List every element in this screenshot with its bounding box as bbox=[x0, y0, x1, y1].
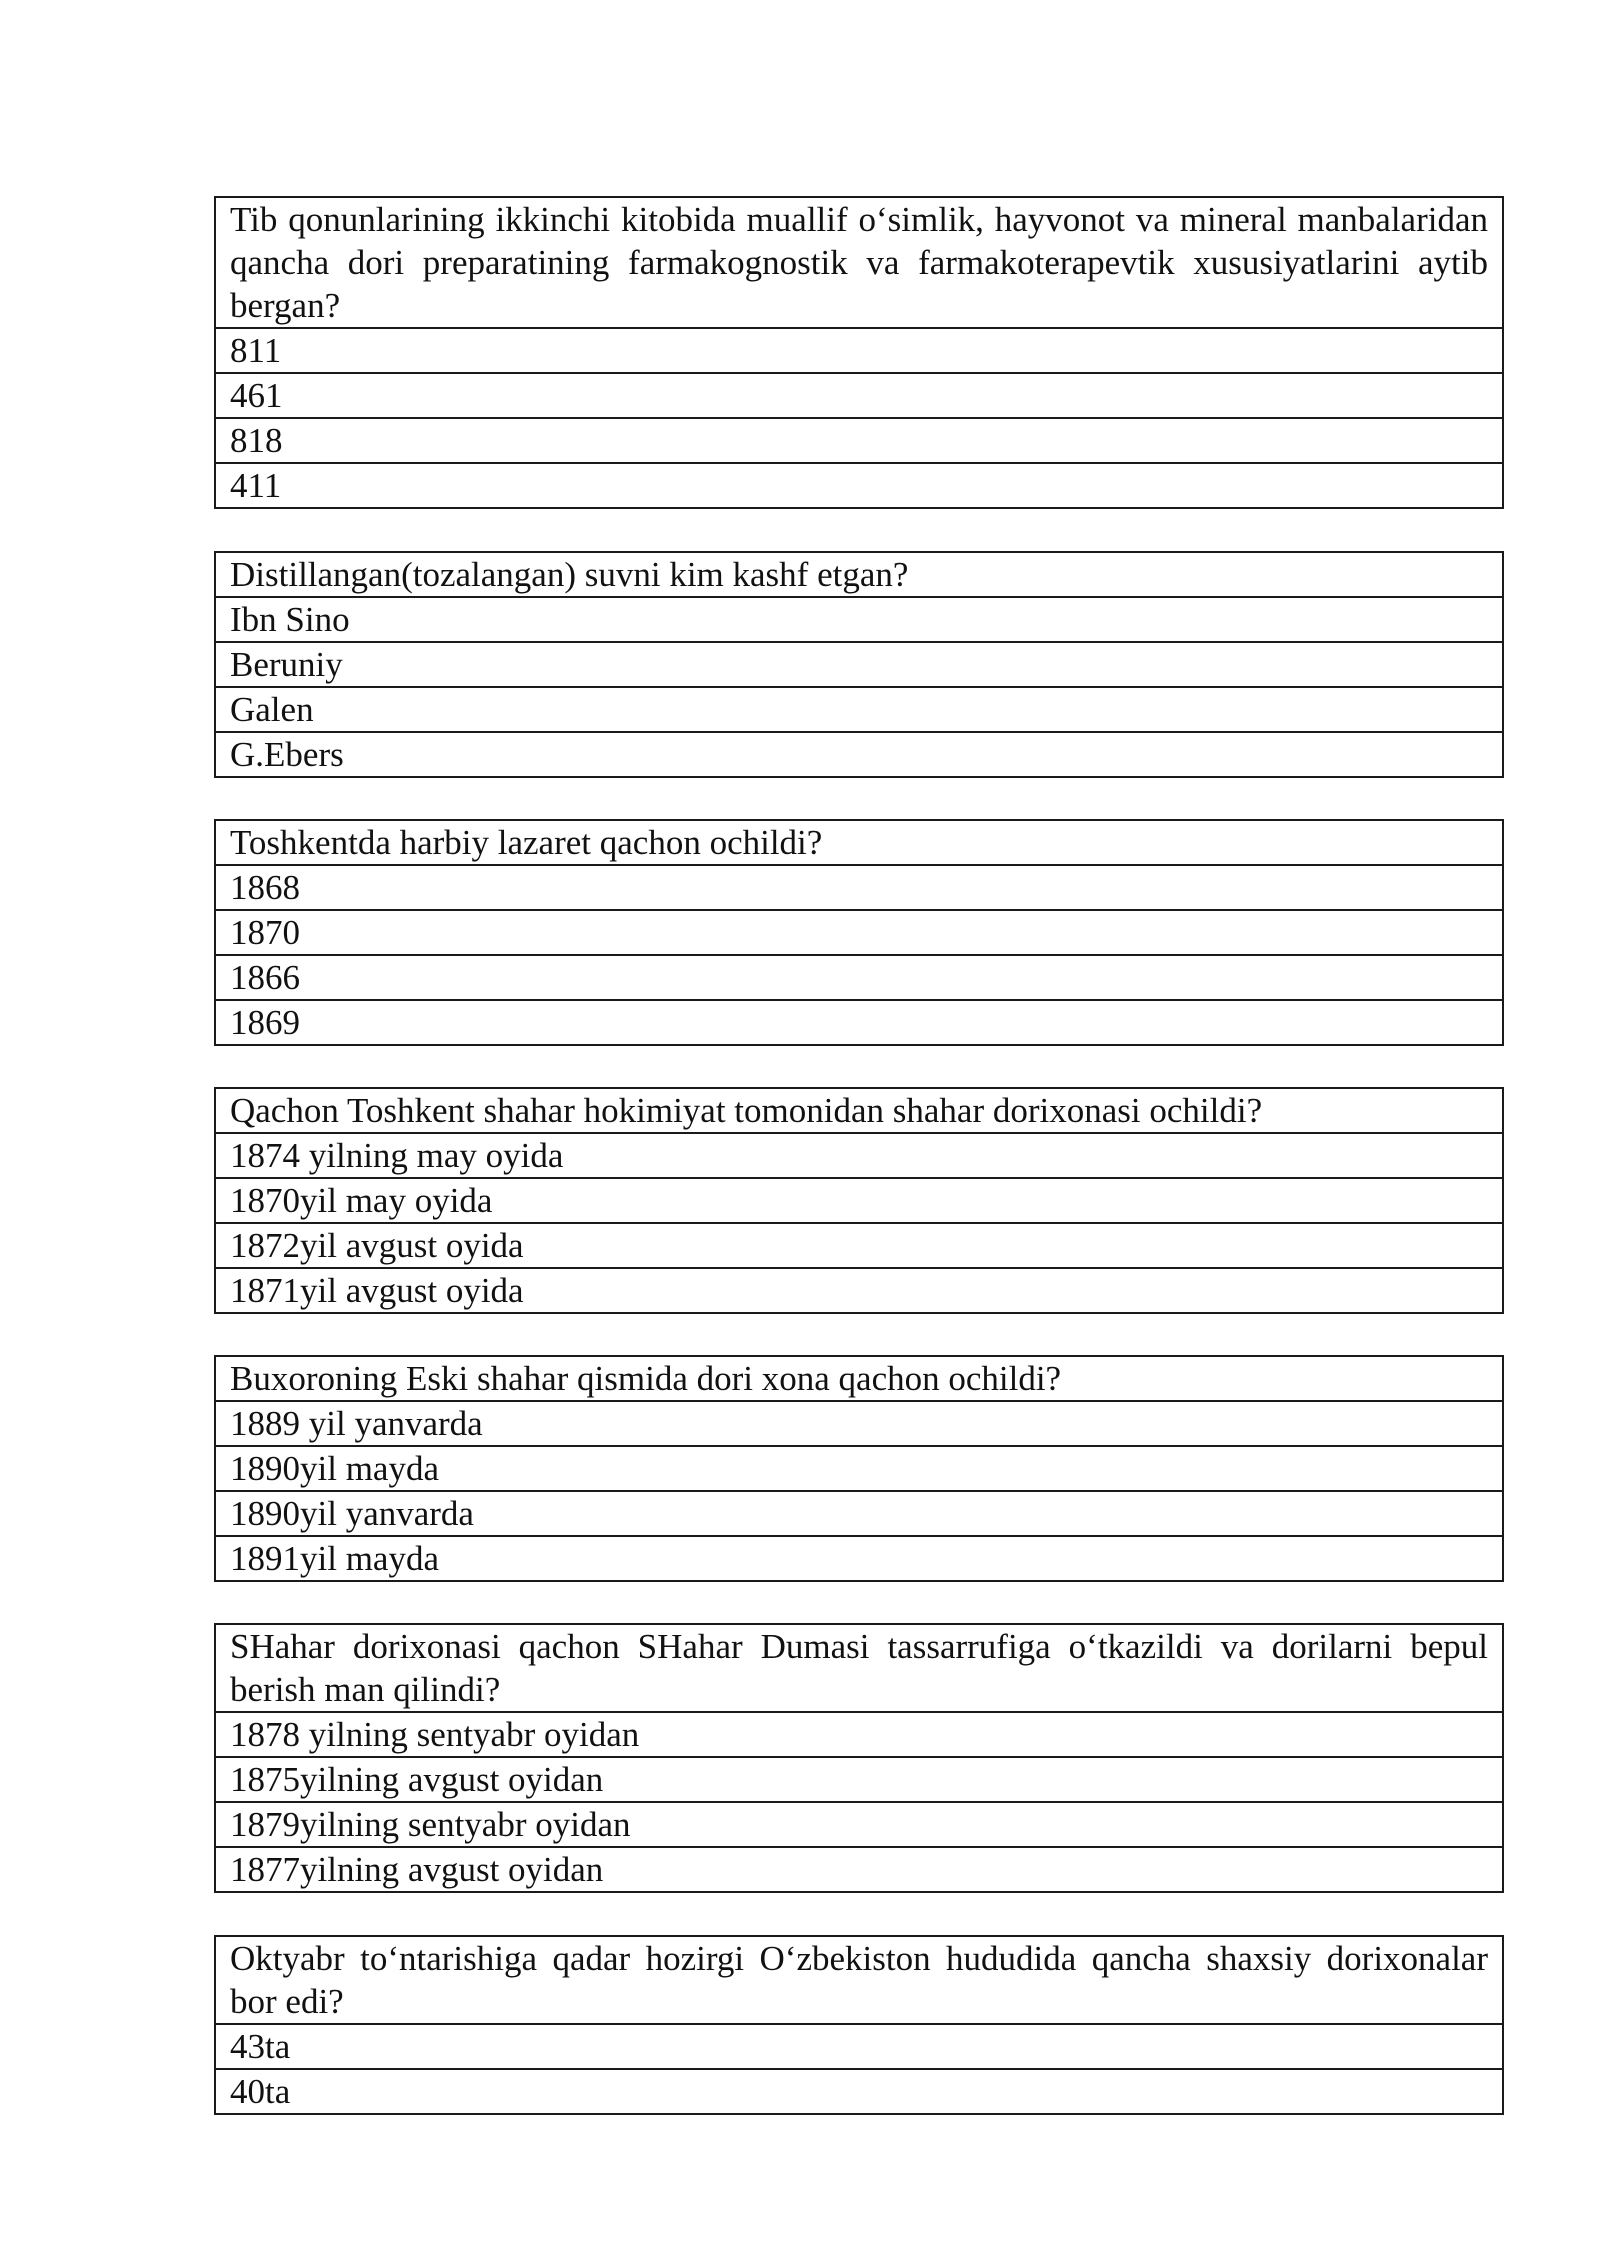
question-text: Buxoroning Eski shahar qismida dori xona qachon ochildi? bbox=[215, 1356, 1503, 1401]
answer-row bbox=[215, 1446, 1503, 1491]
answer-row bbox=[215, 597, 1503, 642]
answer-option: 1874 yilning may oyida bbox=[215, 1133, 1503, 1178]
question-row bbox=[215, 552, 1503, 597]
answer-row bbox=[215, 463, 1503, 508]
answer-option: 811 bbox=[215, 328, 1503, 373]
question-row bbox=[215, 1936, 1503, 2024]
answer-option: 1889 yil yanvarda bbox=[215, 1401, 1503, 1446]
answer-row bbox=[215, 1223, 1503, 1268]
answer-option: Galen bbox=[215, 687, 1503, 732]
answer-option: 40ta bbox=[215, 2069, 1503, 2114]
question-table-7 bbox=[214, 1935, 1504, 2115]
question-text: Tib qonunlarining ikkinchi kitobida muallif o‘simlik, hayvonot va mineral manbalaridan qancha dori preparatining farmakognostik va farmakoterapevtik xususiyatlarini aytib bergan? bbox=[215, 197, 1503, 328]
answer-option: G.Ebers bbox=[215, 732, 1503, 777]
answer-row bbox=[215, 1757, 1503, 1802]
answer-option: 43ta bbox=[215, 2024, 1503, 2069]
answer-option: 1879yilning sentyabr oyidan bbox=[215, 1802, 1503, 1847]
answer-option: 1866 bbox=[215, 955, 1503, 1000]
answer-row bbox=[215, 955, 1503, 1000]
answer-option: 1891yil mayda bbox=[215, 1536, 1503, 1581]
question-table-3 bbox=[214, 819, 1504, 1046]
answer-option: 1875yilning avgust oyidan bbox=[215, 1757, 1503, 1802]
answer-option: 1871yil avgust oyida bbox=[215, 1268, 1503, 1313]
answer-option: Beruniy bbox=[215, 642, 1503, 687]
answer-option: 818 bbox=[215, 418, 1503, 463]
answer-row bbox=[215, 418, 1503, 463]
answer-option: 1869 bbox=[215, 1000, 1503, 1045]
answer-row bbox=[215, 910, 1503, 955]
question-table-5 bbox=[214, 1355, 1504, 1582]
question-table-1 bbox=[214, 196, 1504, 509]
answer-row bbox=[215, 732, 1503, 777]
answer-option: 1868 bbox=[215, 865, 1503, 910]
answer-row bbox=[215, 2069, 1503, 2114]
question-row bbox=[215, 1088, 1503, 1133]
answer-row bbox=[215, 1712, 1503, 1757]
answer-row bbox=[215, 1802, 1503, 1847]
question-table-2 bbox=[214, 551, 1504, 778]
question-text: Toshkentda harbiy lazaret qachon ochildi? bbox=[215, 820, 1503, 865]
question-text: SHahar dorixonasi qachon SHahar Dumasi tassarrufiga o‘tkazildi va dorilarni bepul berish man qilindi? bbox=[215, 1624, 1503, 1712]
answer-option: 1890yil mayda bbox=[215, 1446, 1503, 1491]
question-row bbox=[215, 1624, 1503, 1712]
answer-option: 1890yil yanvarda bbox=[215, 1491, 1503, 1536]
answer-row bbox=[215, 1000, 1503, 1045]
question-table-6 bbox=[214, 1623, 1504, 1893]
answer-option: 1870 bbox=[215, 910, 1503, 955]
answer-option: 1877yilning avgust oyidan bbox=[215, 1847, 1503, 1892]
question-text: Oktyabr to‘ntarishiga qadar hozirgi O‘zbekiston hududida qancha shaxsiy dorixonalar bor edi? bbox=[215, 1936, 1503, 2024]
question-table-4 bbox=[214, 1087, 1504, 1314]
answer-option: 461 bbox=[215, 373, 1503, 418]
answer-row bbox=[215, 642, 1503, 687]
answer-option: 1878 yilning sentyabr oyidan bbox=[215, 1712, 1503, 1757]
answer-row bbox=[215, 373, 1503, 418]
answer-option: Ibn Sino bbox=[215, 597, 1503, 642]
answer-option: 411 bbox=[215, 463, 1503, 508]
answer-row bbox=[215, 1401, 1503, 1446]
answer-row bbox=[215, 1491, 1503, 1536]
answer-row bbox=[215, 1268, 1503, 1313]
answer-row bbox=[215, 2024, 1503, 2069]
answer-row bbox=[215, 1847, 1503, 1892]
answer-row bbox=[215, 1133, 1503, 1178]
answer-option: 1872yil avgust oyida bbox=[215, 1223, 1503, 1268]
answer-row bbox=[215, 1178, 1503, 1223]
question-text: Qachon Toshkent shahar hokimiyat tomonidan shahar dorixonasi ochildi? bbox=[215, 1088, 1503, 1133]
question-row bbox=[215, 197, 1503, 328]
answer-row bbox=[215, 865, 1503, 910]
answer-row bbox=[215, 1536, 1503, 1581]
answer-option: 1870yil may oyida bbox=[215, 1178, 1503, 1223]
answer-row bbox=[215, 328, 1503, 373]
question-row bbox=[215, 1356, 1503, 1401]
answer-row bbox=[215, 687, 1503, 732]
question-row bbox=[215, 820, 1503, 865]
question-text: Distillangan(tozalangan) suvni kim kashf etgan? bbox=[215, 552, 1503, 597]
